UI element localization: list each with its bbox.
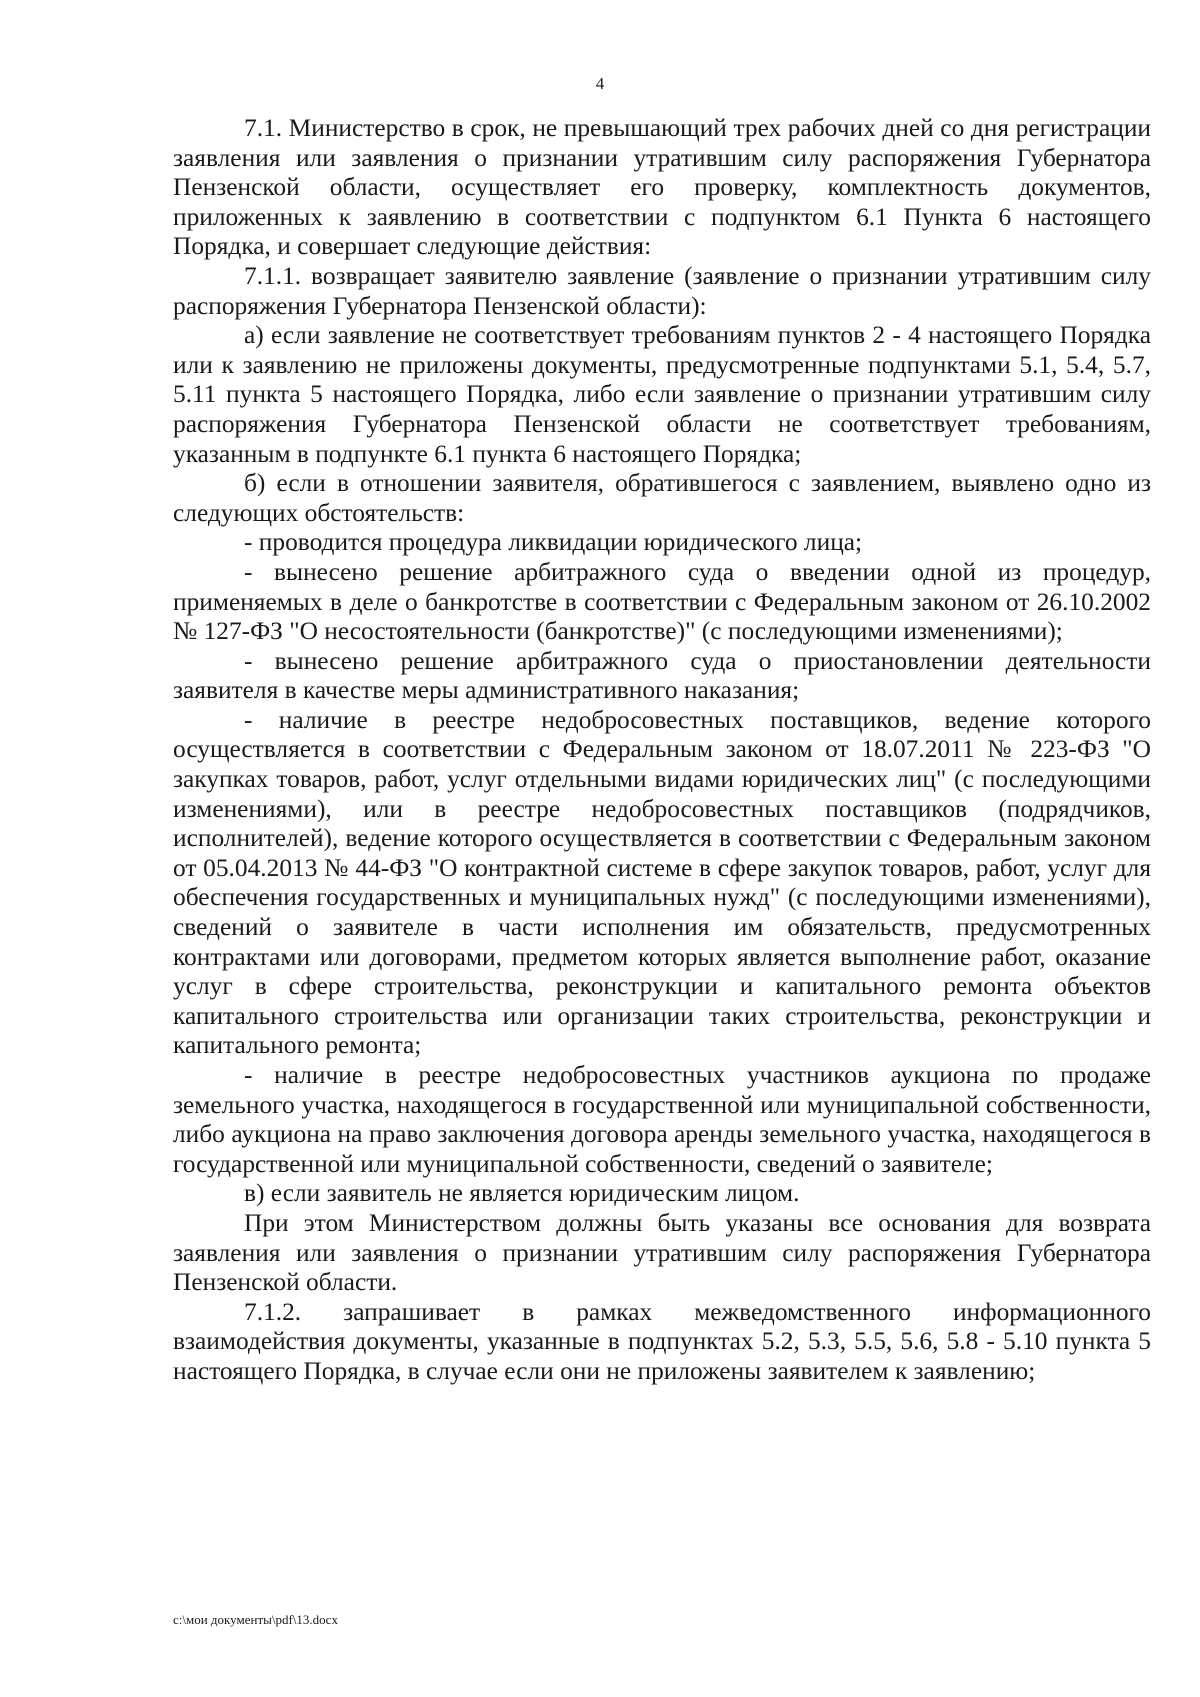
paragraph-item-b: б) если в отношении заявителя, обратившегося с заявлением, выявлено одно из следующих обстоятельств: [173, 469, 1151, 527]
list-item-supplier-registry: - наличие в реестре недобросовестных поставщиков, ведение которого осуществляется в соответствии с Федеральным законом от 18.07.2011 № 223-ФЗ "О закупках товаров, работ, услуг отдельными видами юридических лиц" (с последующими изменениями), или в реестре недобросовестных поставщиков (подрядчиков, исполнителей), ведение которого осуществляется в соответствии с Федеральным законом от 05.04.2013 № 44-ФЗ "О контрактной системе в сфере закупок товаров, работ, услуг для обеспечения государственных и муниципальных нужд" (с последующими изменениями), сведений о заявителе в части исполнения им обязательств, предусмотренных контрактами или договорами, предметом которых является выполнение работ, оказание услуг в сфере строительства, реконструкции и капитального ремонта объектов капитального строительства или организации таких строительства, реконструкции и капитального ремонта; [173, 705, 1151, 1060]
paragraph-item-a: а) если заявление не соответствует требованиям пунктов 2 - 4 настоящего Порядка или к заявлению не приложены документы, предусмотренные подпунктами 5.1, 5.4, 5.7, 5.11 пункта 5 настоящего Порядка, либо если заявление о признании утратившим силу распоряжения Губернатора Пензенской области не соответствует требованиям, указанным в подпункте 6.1 пункта 6 настоящего Порядка; [173, 321, 1151, 468]
paragraph-item-v: в) если заявитель не является юридическим лицом. [244, 1179, 800, 1208]
document-body [173, 114, 1151, 1387]
paragraph-7-1: 7.1. Министерство в срок, не превышающий трех рабочих дней со дня регистрации заявления или заявления о признании утратившим силу распоряжения Губернатора Пензенской области, осуществляет его проверку, комплектность документов, приложенных к заявлению в соответствии с подпунктом 6.1 Пункта 6 настоящего Порядка, и совершает следующие действия: [173, 114, 1151, 261]
list-item-bankruptcy: - вынесено решение арбитражного суда о введении одной из процедур, применяемых в деле о банкротстве в соответствии с Федеральным законом от 26.10.2002 № 127-ФЗ "О несостоятельности (банкротстве)" (с последующими изменениями); [173, 557, 1151, 646]
list-item-liquidation: - проводится процедура ликвидации юридического лица; [244, 528, 863, 557]
list-item-suspension: - вынесено решение арбитражного суда о приостановлении деятельности заявителя в качестве меры административного наказания; [173, 646, 1151, 705]
paragraph-7-1-2: 7.1.2. запрашивает в рамках межведомственного информационного взаимодействия документы, указанные в подпунктах 5.2, 5.3, 5.5, 5.6, 5.8 - 5.10 пункта 5 настоящего Порядка, в случае если они не приложены заявителем к заявлению; [173, 1297, 1151, 1385]
footer-file-path: c:\мои документы\pdf\13.docx [173, 1612, 338, 1627]
paragraph-7-1-1: 7.1.1. возвращает заявителю заявление (заявление о признании утратившим силу распоряжения Губернатора Пензенской области): [173, 261, 1151, 320]
page-number: 4 [595, 74, 605, 93]
list-item-auction-registry: - наличие в реестре недобросовестных участников аукциона по продаже земельного участка, находящегося в государственной или муниципальной собственности, либо аукциона на право заключения договора аренды земельного участка, находящегося в государственной или муниципальной собственности, сведений о заявителе; [173, 1061, 1151, 1178]
paragraph-grounds: При этом Министерством должны быть указаны все основания для возврата заявления или заявления о признании утратившим силу распоряжения Губернатора Пензенской области. [173, 1208, 1151, 1297]
